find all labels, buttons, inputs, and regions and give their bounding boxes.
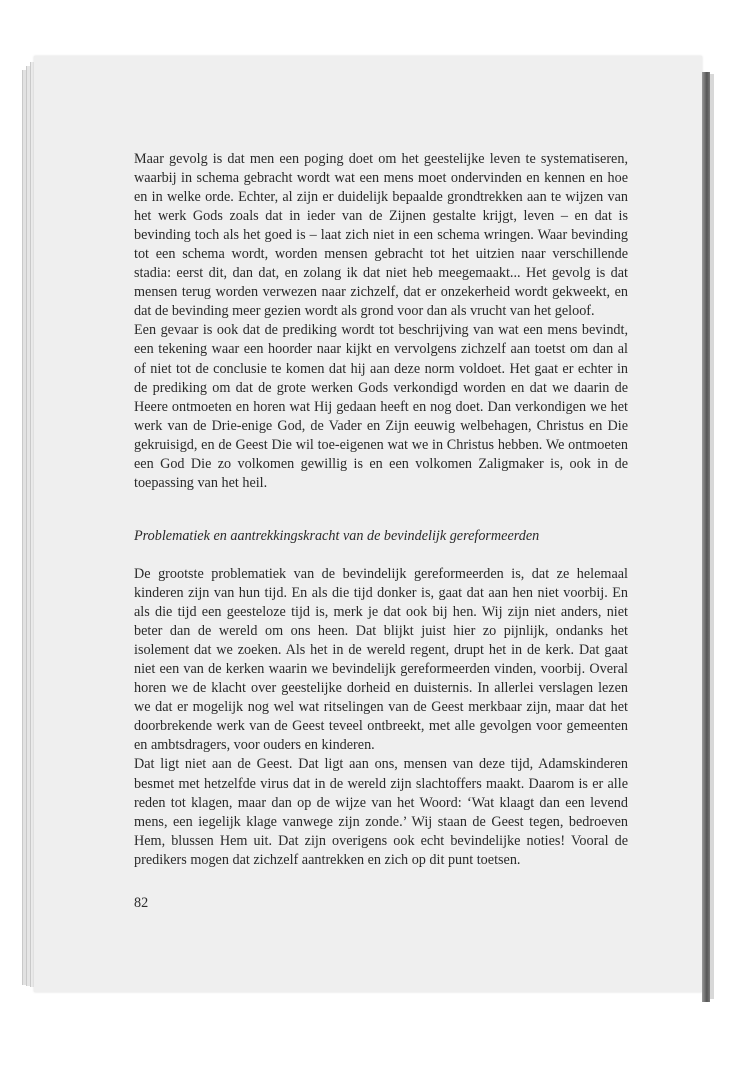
book-spine-edge [710, 74, 714, 999]
paragraph: Dat ligt niet aan de Geest. Dat ligt aan ons, mensen van deze tijd, Adamskinderen besmet met hetzelfde virus dat in de wereld zijn slachtoffers maakt. Daarom is er alle reden tot klagen, maar dan op de wijze van het Woord: ‘Wat klaagt dan een levend mens, een iegelijk klage vanwege zijn zonde.’ Wij staan de Geest tegen, bedroeven Hem, blussen Hem uit. Dat zijn overigens ook echt bevindelijke noties! Vooral de predikers mogen dat zichzelf aantrekken en zich op dit punt toetsen. [134, 756, 628, 868]
body-text-top [134, 150, 628, 493]
paragraph: Een gevaar is ook dat de prediking wordt tot beschrijving van wat een mens bevindt, een tekening waar een hoorder naar kijkt en vervolgens zichzelf aan toetst om dan al of niet tot de conclusie te komen dat hij aan deze norm voldoet. Het gaat er echter in de prediking om dat de grote werken Gods verkondigd worden en dat we daarin de Heere ontmoeten en horen wat Hij gedaan heeft en nog doet. Dan verkondigen we het werk van de Drie-enige God, de Vader en Zijn eeuwig welbehagen, Christus en Die gekruisigd, en de Geest Die wil toe-eigenen wat we in Christus hebben. We ontmoeten een God Die zo volkomen gewillig is en een volkomen Zaligmaker is, ook in de toepassing van het heil. [134, 322, 628, 491]
section-heading: Problematiek en aantrekkingskracht van de bevindelijk gereformeerden [134, 528, 540, 544]
paragraph: De grootste problematiek van de bevindelijk gereformeerden is, dat ze helemaal kinderen zijn van hun tijd. En als die tijd donker is, gaat dat aan hen niet voorbij. En als die tijd een geesteloze tijd is, merk je dat ook bij hen. Wij zijn niet anders, niet beter dan de wereld om ons heen. Dat blijkt juist hier zo pijnlijk, ondanks het isolement dat we zoeken. Als het in de wereld regent, drupt het in de kerk. Dat gaat niet een van de kerken waarin we bevindelijk gereformeerden vinden, voorbij. Overal horen we de klacht over geestelijke dorheid en duisternis. In allerlei verslagen lezen we dat er mogelijk nog wel wat ritselingen van de Geest merkbaar zijn, maar dat het doorbrekende werk van de Geest teveel ontbreekt, met alle gevolgen voor gemeenten en ambtsdragers, voor ouders en kinderen. [134, 566, 628, 754]
paragraph: Maar gevolg is dat men een poging doet om het geestelijke leven te systematiseren, waarbij in schema gebracht wordt wat een mens moet ondervinden en kennen en hoe en in welke orde. Echter, al zijn er duidelijk bepaalde grondtrekken aan te wijzen van het werk Gods zoals dat in ieder van de Zijnen gestalte krijgt, leven – en dat is bevinding toch als het goed is – laat zich niet in een schema wringen. Waar bevinding tot een schema wordt, worden mensen gebracht tot het uitzien naar verschillende stadia: eerst dit, dan dat, en zolang ik dat niet heb meegemaakt... Het gevolg is dat mensen terug worden verwezen naar zichzelf, dat er onzekerheid wordt gekweekt, en dat de bevinding meer gezien wordt als grond voor dan als vrucht van het geloof. [134, 151, 628, 320]
page-number: 82 [134, 895, 149, 911]
book-spine-shadow [702, 72, 710, 1002]
body-text-bottom [134, 565, 628, 870]
